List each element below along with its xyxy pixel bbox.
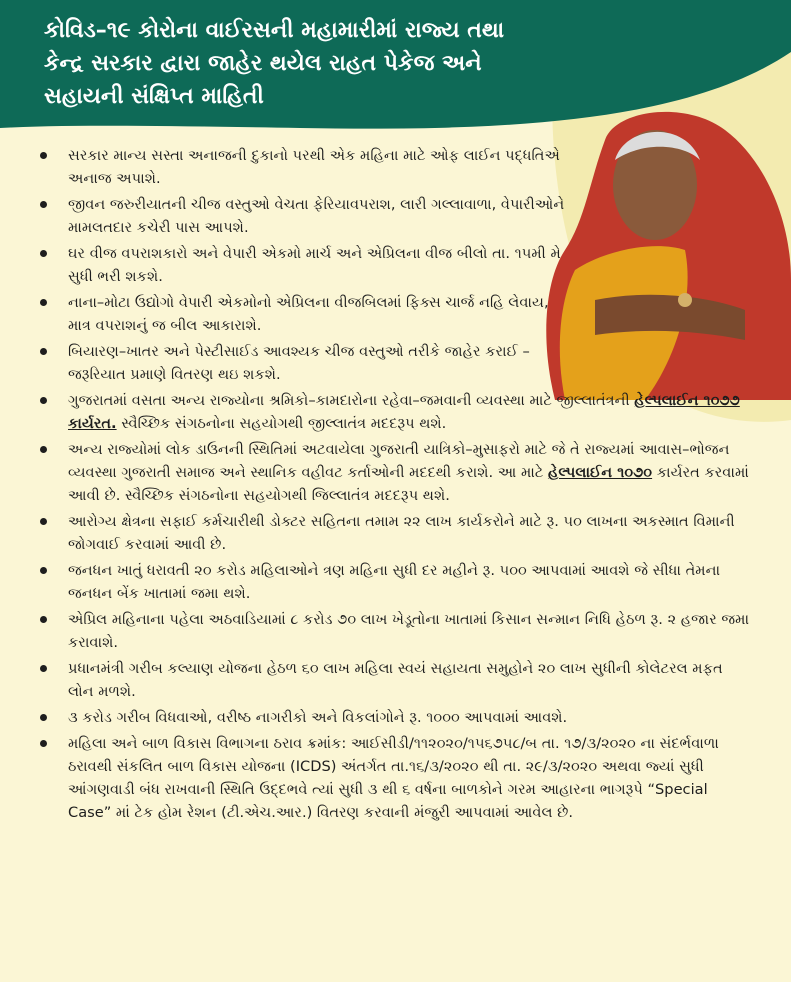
item-text: ૩ કરોડ ગરીબ વિધવાઓ, વરીષ્ઠ નાગરીકો અને વિકલાંગોને રૂ. ૧૦૦૦ આપવામાં આવશે. bbox=[68, 709, 568, 726]
item-text: જીવન જરુરીયાતની ચીજ વસ્તુઓ વેચતા ફેરિયાવપરાશ, લારી ગલ્લાવાળા, વેપારીઓને મામલતદાર કચેરી પાસ આપશે. bbox=[68, 196, 565, 236]
title-line-1: કોવિડ–૧૯ કોરોના વાઈરસની મહામારીમાં રાજ્ય તથા bbox=[44, 18, 505, 43]
item-text: જનધન ખાતું ધરાવતી ૨૦ કરોડ મહિલાઓને ત્રણ મહિના સુધી દર મહીને રૂ. ૫૦૦ આપવામાં આવશે જે સીધા તેમના જનધન બેંક ખાતામાં જમા થશે. bbox=[68, 562, 721, 602]
page-title bbox=[44, 14, 624, 113]
item-text: ગુજરાતમાં વસતા અન્ય રાજ્યોના શ્રમિકો–કામદારોના રહેવા–જમવાની વ્યવસ્થા માટે જીલ્લાતંત્રની bbox=[68, 392, 635, 409]
item-text: સરકાર માન્ય સસ્તા અનાજની દુકાનો પરથી એક મહિના માટે ઓફ લાઈન પદ્ધતિએ અનાજ અપાશે. bbox=[68, 147, 560, 187]
helpline-1077: હેલ્પલાઈન ૧૦૭૭ કાર્યરત. bbox=[68, 392, 740, 432]
list-item bbox=[34, 340, 568, 386]
list-item bbox=[34, 389, 752, 435]
item-text: સ્વૈચ્છિક સંગઠનોના સહયોગથી જીલ્લાતંત્ર મદદરૂપ થશે. bbox=[116, 415, 447, 432]
item-text: નાના–મોટા ઉદ્યોગો વેપારી એકમોનો એપ્રિલના વીજબિલમાં ફિક્સ ચાર્જ નહિ લેવાય, માત્ર વપરાશનું જ બીલ આકારાશે. bbox=[68, 294, 549, 334]
relief-list bbox=[34, 144, 752, 827]
item-text: ઘર વીજ વપરાશકારો અને વેપારી એકમો માર્ચ અને એપ્રિલના વીજ બીલો તા. ૧૫મી મે સુધી ભરી શકશે. bbox=[68, 245, 561, 285]
list-item bbox=[34, 706, 752, 729]
list-item bbox=[34, 144, 568, 190]
item-text: એપ્રિલ મહિનાના પહેલા અઠવાડિયામાં ૮ કરોડ ૭૦ લાખ ખેડૂતોના ખાતામાં કિસાન સન્માન નિધિ હેઠળ રૂ. ૨ હજાર જમા કરાવાશે. bbox=[68, 611, 750, 651]
title-line-2: કેન્દ્ર સરકાર દ્વારા જાહેર થયેલ રાહત પેકેજ અને bbox=[44, 51, 482, 76]
item-text: આરોગ્ય ક્ષેત્રના સફાઈ કર્મચારીથી ડોક્ટર સહિતના તમામ ૨૨ લાખ કાર્યકરોને માટે રૂ. ૫૦ લાખના અકસ્માત વિમાની જોગવાઈ કરવામાં આવી છે. bbox=[68, 513, 735, 553]
item-text: મહિલા અને બાળ વિકાસ વિભાગના ઠરાવ ક્રમાંક: આઈસીડી/૧૧૨૦૨૦/૧૫૬૭૫૮/બ તા. ૧૭/૩/૨૦૨૦ ના સંદર્ભવાળા ઠરાવથી સંકલિત બાળ વિકાસ યોજના (ICDS) અંતર્ગત તા.૧૬/૩/૨૦૨૦ થી તા. ૨૯/૩/૨૦૨૦ અથવા જ્યાં સુધી આંગણવાડી બંધ રાખવાની સ્થિતિ ઉદ્દભવે ત્યાં સુધી ૩ થી ૬ વર્ષના બાળકોને ગરમ આહારના ભાગરૂપે “Special Case” માં ટેક હોમ રેશન (ટી.એચ.આર.) વિતરણ કરવાની મંજુરી આપવામાં આવેલ છે. bbox=[68, 735, 719, 821]
list-item bbox=[34, 291, 568, 337]
list-item bbox=[34, 438, 752, 507]
list-item bbox=[34, 193, 568, 239]
list-item bbox=[34, 242, 568, 288]
list-item bbox=[34, 510, 752, 556]
helpline-1070: હેલ્પલાઈન ૧૦૭૦ bbox=[547, 464, 653, 481]
list-item bbox=[34, 559, 752, 605]
item-text: અન્ય રાજ્યોમાં લોક ડાઉનની સ્થિતિમાં અટવાયેલા ગુજરાતી યાત્રિકો–મુસાફરો માટે જે તે રાજ્યમાં આવાસ–ભોજન વ્યવસ્થા ગુજરાતી સમાજ અને સ્થાનિક વહીવટ કર્તાઓની મદદથી કરાશે. આ માટે bbox=[68, 441, 730, 481]
list-item bbox=[34, 657, 752, 703]
list-item bbox=[34, 732, 752, 824]
item-text: પ્રધાનમંત્રી ગરીબ કલ્યાણ યોજના હેઠળ ૬૦ લાખ મહિલા સ્વયં સહાયતા સમુહોને ૨૦ લાખ સુધીની કોલેટરલ મફત લોન મળશે. bbox=[68, 660, 723, 700]
title-line-3: સહાયની સંક્ષિપ્ત માહિતી bbox=[44, 84, 264, 109]
item-text: કાર્યરત કરવામાં આવી છે. સ્વૈચ્છિક સંગઠનોના સહયોગથી જિલ્લાતંત્ર મદદરૂપ થશે. bbox=[68, 464, 749, 504]
list-item bbox=[34, 608, 752, 654]
item-text: બિયારણ–ખાતર અને પેસ્ટીસાઈડ આવશ્યક ચીજ વસ્તુઓ તરીકે જાહેર કરાઈ –જરૂરિયાત પ્રમાણે વિતરણ થઇ શકશે. bbox=[68, 343, 530, 383]
